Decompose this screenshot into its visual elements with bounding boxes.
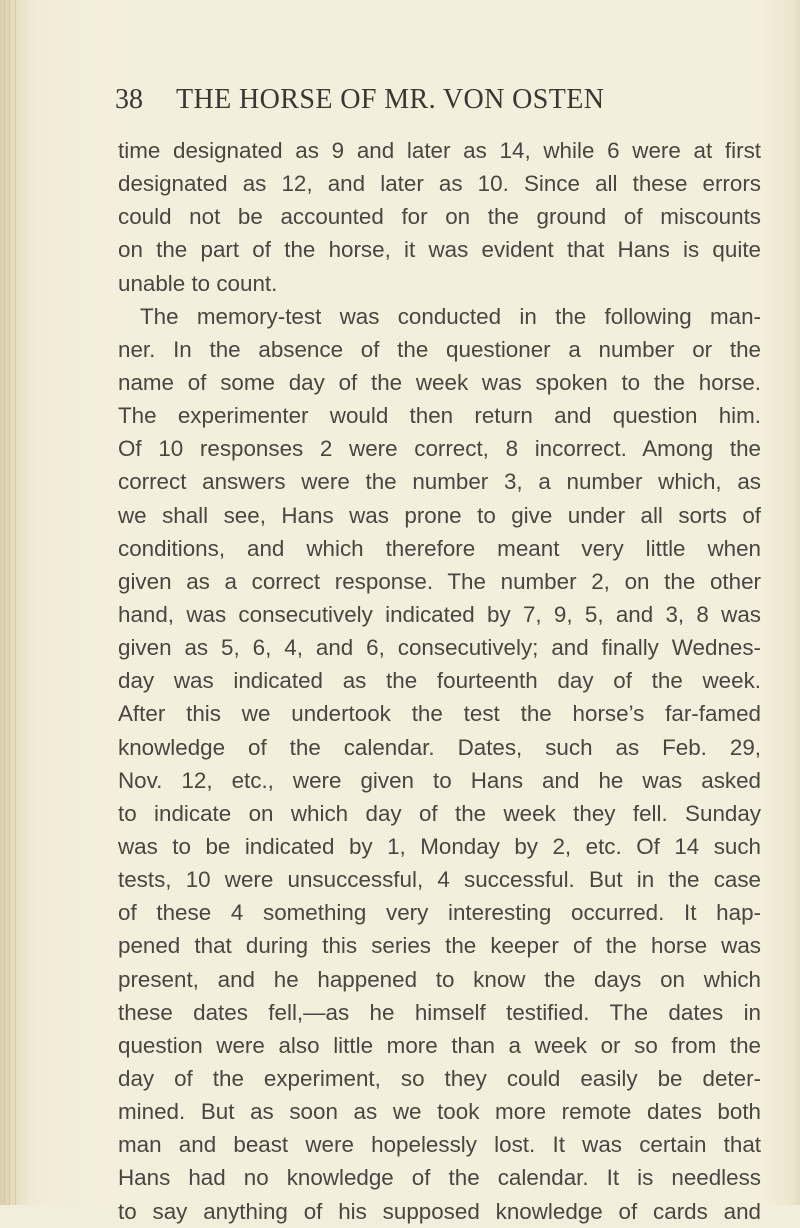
text-line: present, and he happened to know the days on which [118, 966, 761, 992]
text-line: to say anything of his supposed knowledge of cards and [118, 1198, 761, 1224]
text-line: ner. In the absence of the questioner a number or the [118, 336, 761, 362]
text-line: given as 5, 6, 4, and 6, consecutively; and finally Wednes- [118, 635, 761, 661]
page-number: 38 [115, 84, 143, 115]
text-line: these dates fell,—as he himself testified. The dates in [118, 999, 761, 1025]
running-head: THE HORSE OF MR. VON OSTEN [176, 84, 605, 115]
text-line: hand, was consecutively indicated by 7, 9, 5, and 3, 8 was [118, 601, 761, 627]
page-header [0, 84, 800, 124]
text-line: conditions, and which therefore meant very little when [118, 535, 761, 561]
body-text [118, 134, 761, 1228]
text-line: of these 4 something very interesting occurred. It hap- [118, 900, 761, 926]
text-line: designated as 12, and later as 10. Since all these errors [118, 171, 761, 197]
text-line: mined. But as soon as we took more remote dates both [118, 1099, 761, 1125]
text-line: correct answers were the number 3, a number which, as [118, 469, 761, 495]
text-line: name of some day of the week was spoken to the horse. [118, 369, 761, 395]
text-line: The experimenter would then return and question him. [118, 403, 761, 429]
page-gutter [0, 0, 30, 1205]
gutter-line [4, 0, 5, 1205]
text-line: tests, 10 were unsuccessful, 4 successful. But in the case [118, 867, 761, 893]
text-line: day was indicated as the fourteenth day of the week. [118, 668, 761, 694]
text-line: man and beast were hopelessly lost. It was certain that [118, 1132, 761, 1158]
text-line: Nov. 12, etc., were given to Hans and he was asked [118, 767, 761, 793]
gutter-line [15, 0, 16, 1205]
text-line: could not be accounted for on the ground of miscounts [118, 204, 761, 230]
text-line: to indicate on which day of the week they fell. Sunday [118, 800, 761, 826]
text-line: knowledge of the calendar. Dates, such as Feb. 29, [118, 734, 761, 760]
text-line: day of the experiment, so they could easily be deter- [118, 1065, 761, 1091]
text-line: was to be indicated by 1, Monday by 2, etc. Of 14 such [118, 833, 761, 859]
text-line: pened that during this series the keeper of the horse was [118, 933, 761, 959]
text-line: question were also little more than a week or so from the [118, 1032, 761, 1058]
text-line: given as a correct response. The number 2, on the other [118, 568, 761, 594]
text-line: time designated as 9 and later as 14, while 6 were at first [118, 138, 761, 163]
text-line: Hans had no knowledge of the calendar. It is needless [118, 1165, 761, 1191]
text-line: The memory-test was conducted in the following man- [140, 303, 761, 329]
text-line: unable to count. [118, 270, 278, 296]
text-line: After this we undertook the test the horse’s far-famed [118, 701, 761, 727]
text-line: Of 10 responses 2 were correct, 8 incorrect. Among the [118, 436, 761, 462]
gutter-line [9, 0, 10, 1205]
text-line: we shall see, Hans was prone to give under all sorts of [118, 502, 761, 528]
text-line: on the part of the horse, it was evident that Hans is quite [118, 237, 761, 263]
